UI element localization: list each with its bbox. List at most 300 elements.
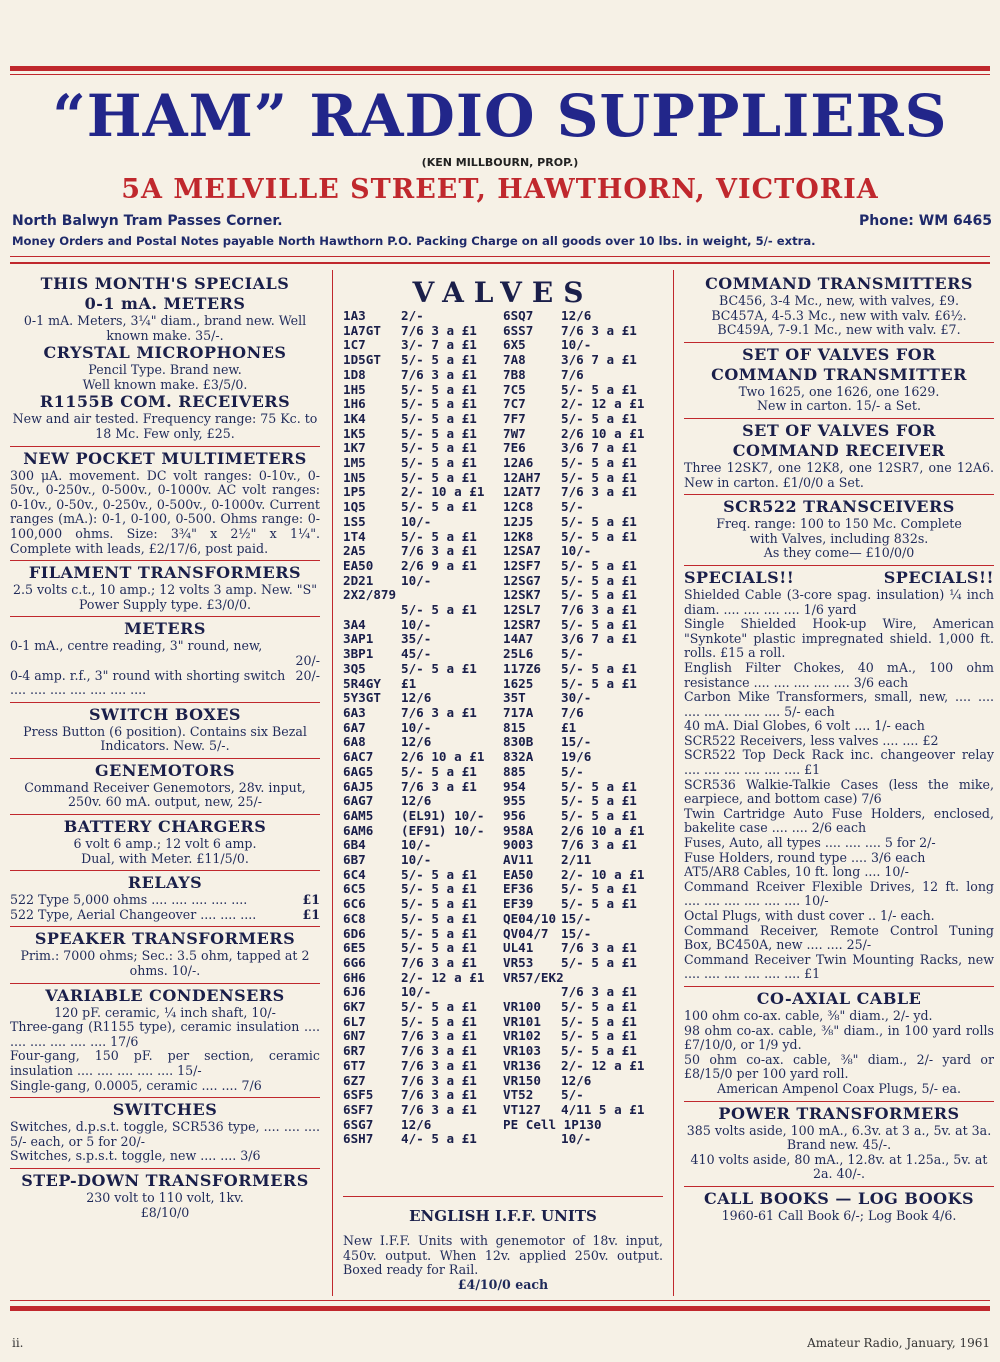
valve-type: 6N7 bbox=[343, 1028, 366, 1044]
valve-row bbox=[503, 941, 663, 956]
valve-row bbox=[503, 618, 663, 633]
valve-price: 12/6 bbox=[561, 308, 592, 323]
specials-item: Fuses, Auto, all types .... .... .... 5 for 2/- bbox=[684, 835, 936, 851]
valve-type: 5Y3GT bbox=[343, 690, 381, 706]
valve-row bbox=[343, 441, 503, 456]
set-receiver-heading-2: COMMAND RECEIVER bbox=[732, 440, 946, 460]
valve-row bbox=[343, 574, 503, 589]
valve-price: 12/6 bbox=[401, 690, 432, 706]
valve-type: 6H6 bbox=[343, 969, 366, 985]
valve-row bbox=[343, 794, 503, 809]
valve-price: 7/6 3 a £1 bbox=[561, 322, 637, 338]
valve-row bbox=[343, 500, 503, 515]
valve-price: 5/- 5 a £1 bbox=[561, 896, 637, 912]
valve-row bbox=[503, 1118, 663, 1133]
condensers-heading: VARIABLE CONDENSERS bbox=[45, 985, 285, 1005]
valve-row bbox=[343, 721, 503, 736]
meters-2-price-1: 20/- bbox=[295, 652, 320, 668]
valve-price bbox=[561, 1118, 663, 1133]
valve-price: 2/6 9 a £1 bbox=[401, 557, 477, 573]
valve-type: 7B8 bbox=[503, 366, 526, 382]
valve-row bbox=[343, 662, 503, 677]
valve-row bbox=[343, 1015, 503, 1030]
valve-type: VR100 bbox=[503, 999, 541, 1015]
meters-section bbox=[10, 617, 320, 702]
valve-price: 4/- 5 a £1 bbox=[401, 1131, 477, 1147]
valve-price: 5/- 5 a £1 bbox=[401, 396, 477, 412]
set-transmitter-heading-1: SET OF VALVES FOR bbox=[742, 344, 936, 364]
valve-row bbox=[503, 412, 663, 427]
valve-row bbox=[503, 574, 663, 589]
valve-row bbox=[343, 882, 503, 897]
condensers-text-3: Four-gang, 150 pF. per section, ceramic insulation .... .... .... .... .... 15/- bbox=[10, 1048, 320, 1078]
iff-text: New I.F.F. Units with genemotor of 18v. input, 450v. output. When 12v. applied 250v. output. Boxed ready for Rail. bbox=[343, 1233, 663, 1278]
specials-item: Single Shielded Hook-up Wire, American "Synkote" plastic impregnated shield. 1,000 ft. rolls. £15 a roll. bbox=[684, 616, 994, 661]
valve-row bbox=[343, 706, 503, 721]
specials-right-heading-left: SPECIALS!! bbox=[684, 567, 795, 587]
condensers-text-4: Single-gang, 0.0005, ceramic .... .... 7/6 bbox=[10, 1077, 262, 1093]
valve-price: 5/- bbox=[561, 763, 584, 779]
valve-type: 1D5GT bbox=[343, 352, 381, 368]
valve-row bbox=[503, 559, 663, 574]
valve-price: 10/- bbox=[561, 337, 592, 353]
specials-section bbox=[10, 272, 320, 447]
valve-price: 7/6 3 a £1 bbox=[401, 366, 477, 382]
valve-row bbox=[503, 662, 663, 677]
valve-row bbox=[503, 985, 663, 1000]
valve-row bbox=[503, 530, 663, 545]
valve-price: 5/- 5 a £1 bbox=[401, 381, 477, 397]
valve-price: 4/11 5 a £1 bbox=[561, 1101, 645, 1117]
valve-row bbox=[343, 897, 503, 912]
valve-type: EF36 bbox=[503, 881, 534, 897]
chargers-text-1: 6 volt 6 amp.; 12 volt 6 amp. bbox=[73, 836, 257, 852]
iff-section bbox=[343, 1196, 663, 1292]
meters-2-heading: METERS bbox=[124, 619, 206, 639]
valve-row bbox=[343, 368, 503, 383]
valve-type: 6C6 bbox=[343, 896, 366, 912]
valve-row bbox=[343, 824, 503, 839]
valve-row bbox=[503, 824, 663, 839]
valve-row bbox=[343, 647, 503, 662]
valve-type: 717A bbox=[503, 704, 534, 720]
valve-type: 12K8 bbox=[503, 528, 534, 544]
power-heading: POWER TRANSFORMERS bbox=[718, 1103, 960, 1123]
filament-heading: FILAMENT TRANSFORMERS bbox=[28, 563, 302, 583]
valve-type: 956 bbox=[503, 807, 526, 823]
coax-heading: CO-AXIAL CABLE bbox=[756, 988, 922, 1008]
set-transmitter-section bbox=[684, 343, 994, 419]
valve-type: 1D8 bbox=[343, 366, 366, 382]
chargers-section bbox=[10, 815, 320, 871]
valve-price bbox=[561, 971, 663, 986]
scr522-text-1: Freq. range: 100 to 150 Mc. Complete bbox=[716, 516, 962, 532]
valve-type: 6B7 bbox=[343, 852, 366, 868]
valve-row bbox=[343, 956, 503, 971]
switches-section bbox=[10, 1098, 320, 1169]
valve-price: 3/6 7 a £1 bbox=[561, 352, 637, 368]
bottom-red-rule bbox=[10, 1306, 990, 1311]
valve-price: 10/- bbox=[401, 837, 432, 853]
valve-row bbox=[343, 927, 503, 942]
valve-price: 5/- bbox=[561, 499, 584, 515]
valve-type: 1K4 bbox=[343, 410, 366, 426]
valve-row bbox=[343, 324, 503, 339]
valve-price: 19/6 bbox=[561, 749, 592, 765]
valve-type: UL41 bbox=[503, 940, 534, 956]
multimeters-section bbox=[10, 447, 320, 562]
valve-price: 5/- 5 a £1 bbox=[561, 572, 637, 588]
valve-type: QV04/7 bbox=[503, 925, 549, 941]
valve-type: VR57/EK2 bbox=[503, 969, 564, 985]
valve-row bbox=[343, 677, 503, 692]
command-heading: COMMAND TRANSMITTERS bbox=[705, 274, 973, 293]
switches-text-1: Switches, d.p.s.t. toggle, SCR536 type, .... .... .... 5/- each, or 5 for 20/- bbox=[10, 1119, 320, 1149]
valve-row bbox=[503, 1000, 663, 1015]
multimeters-text: 300 μA. movement. DC volt ranges: 0-10v., 0-50v., 0-250v., 0-500v., 0-1000v. AC volt ranges: 0-10v., 0-50v., 0-250v., 0-500v., 0-1000v. Current ranges (mA.): 0-1, 0-100, 0-500. Ohms range: 0-100,000 ohms. Size: 3¾" x 2½" x 1¼". Complete with leads, £2/17/6, post paid. bbox=[10, 467, 320, 556]
right-column bbox=[684, 272, 994, 1296]
condensers-text-1: 120 pF. ceramic, ¼ inch shaft, 10/- bbox=[54, 1004, 276, 1020]
valve-type: 12SG7 bbox=[503, 572, 541, 588]
valve-price: 2/- 12 a £1 bbox=[561, 1057, 645, 1073]
condensers-text-2: Three-gang (R1155 type), ceramic insulation .... .... .... .... .... .... 17/6 bbox=[10, 1019, 320, 1049]
valve-type: 1625 bbox=[503, 675, 534, 691]
valve-type: 25L6 bbox=[503, 646, 534, 662]
valve-type: 6SF5 bbox=[343, 1087, 374, 1103]
valve-type: 1C7 bbox=[343, 337, 366, 353]
specials-item: English Filter Chokes, 40 mA., 100 ohm resistance .... .... .... .... .... 3/6 each bbox=[684, 659, 994, 690]
valve-price: 5/- 5 a £1 bbox=[401, 455, 477, 471]
valve-type: 6A3 bbox=[343, 704, 366, 720]
specials-right-heading-right: SPECIALS!! bbox=[883, 567, 994, 587]
valve-row bbox=[503, 809, 663, 824]
header-rule-2 bbox=[10, 262, 990, 264]
specials-item: SCR522 Top Deck Rack inc. changeover relay .... .... .... .... .... .... £1 bbox=[684, 747, 994, 778]
valve-type: 1K7 bbox=[343, 440, 366, 456]
valve-price: 12/6 bbox=[401, 734, 432, 750]
valve-row bbox=[503, 338, 663, 353]
coax-item: 100 ohm co-ax. cable, ⅜" diam., 2/- yd. bbox=[684, 1007, 933, 1023]
valve-type: VR103 bbox=[503, 1043, 541, 1059]
set-transmitter-heading-2: COMMAND TRANSMITTER bbox=[711, 364, 967, 384]
valve-price: 2/11 bbox=[561, 852, 592, 868]
valve-price: 2/- bbox=[401, 308, 424, 323]
valve-price: 15/- bbox=[561, 925, 592, 941]
valve-row bbox=[503, 456, 663, 471]
specials-heading: THIS MONTH'S SPECIALS bbox=[40, 274, 290, 293]
valve-price: 7/6 3 a £1 bbox=[561, 837, 637, 853]
filament-text: 2.5 volts c.t., 10 amp.; 12 volts 3 amp. New. "S" Power Supply type. £3/0/0. bbox=[13, 582, 317, 612]
receivers-heading: R1155B COM. RECEIVERS bbox=[39, 392, 291, 412]
valve-row bbox=[503, 853, 663, 868]
valve-price: 5/- 5 a £1 bbox=[561, 1028, 637, 1044]
valve-price: 5/- 5 a £1 bbox=[561, 557, 637, 573]
valve-price: 5/- 5 a £1 bbox=[561, 410, 637, 426]
valve-type: 6X5 bbox=[503, 337, 526, 353]
valve-price: £1 bbox=[561, 719, 577, 735]
speaker-heading: SPEAKER TRANSFORMERS bbox=[34, 929, 296, 949]
valve-price: 5/- 5 a £1 bbox=[561, 616, 637, 632]
valve-price: 5/- 5 a £1 bbox=[561, 778, 637, 794]
valve-type: 6AJ5 bbox=[343, 778, 374, 794]
stepdown-section bbox=[10, 1169, 320, 1224]
valve-type: EF39 bbox=[503, 896, 534, 912]
valve-price: 7/6 3 a £1 bbox=[401, 543, 477, 559]
valve-type: 6SF7 bbox=[343, 1101, 374, 1117]
valve-row bbox=[503, 368, 663, 383]
power-text-2: 410 volts aside, 80 mA., 12.8v. at 1.25a., 5v. at 2a. 40/-. bbox=[690, 1151, 988, 1182]
valve-type: 14A7 bbox=[503, 631, 534, 647]
valve-row bbox=[343, 971, 503, 986]
valve-type: 6SS7 bbox=[503, 322, 534, 338]
valve-type: 12SL7 bbox=[503, 602, 541, 618]
valve-row bbox=[503, 1074, 663, 1089]
valve-type: 6K7 bbox=[343, 999, 366, 1015]
valve-type: 6D6 bbox=[343, 925, 366, 941]
valve-row bbox=[343, 1074, 503, 1089]
valve-price: 7/6 3 a £1 bbox=[561, 940, 637, 956]
valve-type: 1A3 bbox=[343, 308, 366, 323]
valve-row bbox=[343, 868, 503, 883]
valve-price: 2/- 12 a £1 bbox=[561, 396, 645, 412]
coax-item: American Ampenol Coax Plugs, 5/- ea. bbox=[717, 1080, 961, 1096]
valve-row bbox=[343, 485, 503, 500]
valve-price: 2/6 10 a £1 bbox=[401, 749, 485, 765]
valve-price: £1 bbox=[401, 675, 417, 691]
valve-price: 5/- bbox=[561, 646, 584, 662]
valve-row bbox=[503, 1029, 663, 1044]
valve-type: 12AT7 bbox=[503, 484, 541, 500]
valve-row bbox=[343, 456, 503, 471]
valves-heading: VALVES bbox=[412, 276, 594, 309]
valve-price: 7/6 3 a £1 bbox=[401, 1057, 477, 1073]
specials-item: Command Rceiver Flexible Drives, 12 ft. long .... .... .... .... .... .... 10/- bbox=[684, 878, 994, 909]
valve-row bbox=[503, 794, 663, 809]
power-section bbox=[684, 1102, 994, 1187]
valve-row bbox=[503, 1044, 663, 1059]
valve-row bbox=[503, 603, 663, 618]
valve-price: 12/6 bbox=[561, 1072, 592, 1088]
valve-row bbox=[343, 765, 503, 780]
specials-item: Octal Plugs, with dust cover .. 1/- each. bbox=[684, 908, 935, 923]
valve-price: 5/- 5 a £1 bbox=[561, 513, 637, 529]
specials-item: Fuse Holders, round type .... 3/6 each bbox=[684, 849, 926, 865]
valve-row bbox=[503, 324, 663, 339]
valve-row bbox=[503, 441, 663, 456]
condensers-section bbox=[10, 984, 320, 1099]
valve-row bbox=[343, 941, 503, 956]
microphones-text-1: Pencil Type. Brand new. bbox=[88, 362, 242, 378]
valve-row bbox=[343, 1029, 503, 1044]
valve-price: 3/- 7 a £1 bbox=[401, 337, 477, 353]
iff-price: £4/10/0 each bbox=[457, 1276, 549, 1292]
valve-type: 6AG7 bbox=[343, 793, 374, 809]
valve-type: 2A5 bbox=[343, 543, 366, 559]
switchbox-text: Press Button (6 position). Contains six Bezal Indicators. New. 5/-. bbox=[23, 723, 307, 754]
valve-row bbox=[503, 515, 663, 530]
valve-type: VR150 bbox=[503, 1072, 541, 1088]
valve-row bbox=[343, 1118, 503, 1133]
valve-type: 6SH7 bbox=[343, 1131, 374, 1147]
valve-price: 2/6 10 a £1 bbox=[561, 425, 645, 441]
specials-item: Command Receiver, Remote Control Tuning Box, BC450A, new .... .... 25/- bbox=[684, 922, 994, 953]
chargers-text-2: Dual, with Meter. £11/5/0. bbox=[81, 850, 249, 866]
scr522-heading: SCR522 TRANSCEIVERS bbox=[723, 497, 955, 517]
valve-row bbox=[343, 1059, 503, 1074]
valve-row bbox=[343, 412, 503, 427]
filament-section bbox=[10, 561, 320, 617]
valve-price: 5/- 5 a £1 bbox=[401, 866, 477, 882]
valve-type: 6AC7 bbox=[343, 749, 374, 765]
valve-price: 2/- 10 a £1 bbox=[401, 484, 485, 500]
valve-row bbox=[343, 588, 503, 603]
valve-price: 5/- 5 a £1 bbox=[561, 469, 637, 485]
valve-type: 7C7 bbox=[503, 396, 526, 412]
valves-table bbox=[343, 309, 663, 1147]
valve-price: 5/- 5 a £1 bbox=[401, 440, 477, 456]
valve-type: 1M5 bbox=[343, 455, 366, 471]
meters-2-line-2 bbox=[10, 669, 320, 698]
valve-row bbox=[343, 309, 503, 324]
valve-price: 5/- 5 a £1 bbox=[561, 999, 637, 1015]
valve-price: 7/6 bbox=[561, 704, 584, 720]
valve-type: 2D21 bbox=[343, 572, 374, 588]
valve-row bbox=[503, 1059, 663, 1074]
callbooks-section bbox=[684, 1187, 994, 1228]
valves-right-list bbox=[503, 309, 663, 1147]
valve-price: 5/- 5 a £1 bbox=[401, 881, 477, 897]
valve-type: 12AH7 bbox=[503, 469, 541, 485]
bottom-thin-rule bbox=[10, 1300, 990, 1301]
valve-price: 15/- bbox=[561, 910, 592, 926]
specials-item: Command Receiver Twin Mounting Racks, new .... .... .... .... .... .... £1 bbox=[684, 951, 994, 982]
valve-price: 5/- 5 a £1 bbox=[401, 999, 477, 1015]
switches-text-2: Switches, s.p.s.t. toggle, new .... .... 3/6 bbox=[10, 1148, 261, 1164]
valve-price: 12/6 bbox=[401, 1116, 432, 1132]
genemotors-text: Command Receiver Genemotors, 28v. input, 250v. 60 mA. output, new, 25/- bbox=[24, 779, 306, 810]
valve-row bbox=[343, 353, 503, 368]
valve-type: 1N5 bbox=[343, 469, 366, 485]
valve-type: 955 bbox=[503, 793, 526, 809]
valve-row bbox=[503, 927, 663, 942]
valve-type: 12A6 bbox=[503, 455, 534, 471]
valve-type: 6AM5 bbox=[343, 807, 374, 823]
relay-item-price: £1 bbox=[302, 892, 320, 908]
valve-row bbox=[503, 956, 663, 971]
valve-price: 5/- 5 a £1 bbox=[401, 425, 477, 441]
valve-row bbox=[503, 647, 663, 662]
valve-row bbox=[343, 632, 503, 647]
valve-price: 5/- 5 a £1 bbox=[401, 896, 477, 912]
receivers-text: New and air tested. Frequency range: 75 Kc. to 18 Mc. Few only, £25. bbox=[12, 411, 318, 441]
valve-row bbox=[343, 383, 503, 398]
valve-type: 5R4GY bbox=[343, 675, 381, 691]
valve-price: 10/- bbox=[401, 513, 432, 529]
valve-type: 6C4 bbox=[343, 866, 366, 882]
valve-type: EA50 bbox=[343, 557, 374, 573]
valve-row bbox=[343, 985, 503, 1000]
scr522-section bbox=[684, 495, 994, 566]
valve-type: 1H6 bbox=[343, 396, 366, 412]
valve-type: 1S5 bbox=[343, 513, 366, 529]
valve-price: 45/- bbox=[401, 646, 432, 662]
valve-price: 5/- 5 a £1 bbox=[561, 660, 637, 676]
specials-item: 40 mA. Dial Globes, 6 volt .... 1/- each bbox=[684, 718, 925, 734]
valve-price: 5/- 5 a £1 bbox=[561, 675, 637, 691]
power-text-1: 385 volts aside, 100 mA., 6.3v. at 3 a., 5v. at 3a. Brand new. 45/-. bbox=[686, 1122, 992, 1153]
valve-row bbox=[503, 1132, 663, 1147]
valve-type: VT127 bbox=[503, 1101, 541, 1117]
valve-type: VR101 bbox=[503, 1013, 541, 1029]
valve-row bbox=[343, 1103, 503, 1118]
valve-type: 6A7 bbox=[343, 719, 366, 735]
magazine-credit: Amateur Radio, January, 1961 bbox=[807, 1336, 990, 1350]
valve-price: 7/6 3 a £1 bbox=[401, 1028, 477, 1044]
valve-row bbox=[503, 721, 663, 736]
valve-row bbox=[503, 897, 663, 912]
microphones-heading: CRYSTAL MICROPHONES bbox=[43, 343, 287, 363]
valve-price: 5/- 5 a £1 bbox=[401, 925, 477, 941]
valve-price: 3/6 7 a £1 bbox=[561, 631, 637, 647]
set-receiver-heading-1: SET OF VALVES FOR bbox=[742, 420, 936, 440]
payment-note: Money Orders and Postal Notes payable North Hawthorn P.O. Packing Charge on all goods over 10 lbs. in weight, 5/- extra. bbox=[12, 234, 816, 248]
valve-type bbox=[503, 1132, 561, 1147]
valve-type: 1Q5 bbox=[343, 499, 366, 515]
microphones-text-2: Well known make. £3/5/0. bbox=[82, 376, 248, 392]
valve-type: 3AP1 bbox=[343, 631, 374, 647]
set-receiver-text: Three 12SK7, one 12K8, one 12SR7, one 12A6. New in carton. £1/0/0 a Set. bbox=[684, 459, 994, 490]
valve-type bbox=[503, 985, 561, 1000]
iff-heading: ENGLISH I.F.F. UNITS bbox=[409, 1207, 597, 1225]
valve-row bbox=[343, 397, 503, 412]
valve-row bbox=[343, 618, 503, 633]
valve-price: 5/- bbox=[561, 1087, 584, 1103]
valve-type: 3A4 bbox=[343, 616, 366, 632]
valve-row bbox=[343, 1088, 503, 1103]
specials-right-section bbox=[684, 566, 994, 987]
valves-left-list bbox=[343, 309, 503, 1147]
valve-row bbox=[343, 530, 503, 545]
valve-type: VR136 bbox=[503, 1057, 541, 1073]
speaker-section bbox=[10, 927, 320, 983]
meters-2-text-2: 0-4 amp. r.f., 3" round with shorting switch .... .... .... .... .... .... .... bbox=[10, 667, 286, 698]
relay-item-name: 522 Type 5,000 ohms .... .... .... .... .... bbox=[10, 892, 248, 908]
callbooks-text: 1960-61 Call Book 6/-; Log Book 4/6. bbox=[721, 1207, 957, 1223]
valve-type: 7W7 bbox=[503, 425, 526, 441]
valve-type: 885 bbox=[503, 763, 526, 779]
valve-price: 5/- 5 a £1 bbox=[401, 352, 477, 368]
valve-type: 6R7 bbox=[343, 1043, 366, 1059]
valve-row bbox=[343, 338, 503, 353]
valve-row bbox=[503, 353, 663, 368]
valve-type: 35T bbox=[503, 690, 526, 706]
meters-2-text-1: 0-1 mA., centre reading, 3" round, new, bbox=[10, 638, 263, 654]
command-line: BC459A, 7-9.1 Mc., new with valv. £7. bbox=[717, 322, 961, 338]
valve-price: 7/6 3 a £1 bbox=[561, 484, 637, 500]
valve-price: 5/- 5 a £1 bbox=[561, 1013, 637, 1029]
command-line: BC456, 3-4 Mc., new, with valves, £9. bbox=[719, 293, 959, 308]
valve-row bbox=[343, 1000, 503, 1015]
relay-item bbox=[10, 893, 320, 908]
callbooks-heading: CALL BOOKS — LOG BOOKS bbox=[703, 1188, 975, 1208]
valve-price: (EL91) 10/- bbox=[401, 807, 485, 823]
switchbox-heading: SWITCH BOXES bbox=[89, 704, 241, 724]
valve-price: 7/6 3 a £1 bbox=[561, 984, 637, 1000]
valve-row bbox=[503, 1015, 663, 1030]
valve-type: 6G6 bbox=[343, 954, 366, 970]
specials-item: Shielded Cable (3-core spag. insulation) ¼ inch diam. .... .... .... .... 1/6 yard bbox=[684, 586, 994, 617]
valve-type: 1T4 bbox=[343, 528, 366, 544]
